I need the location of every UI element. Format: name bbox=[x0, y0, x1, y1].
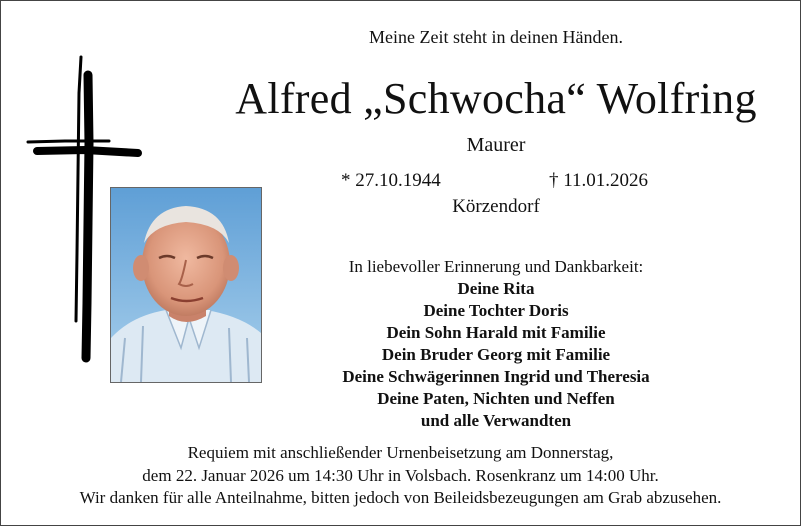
death-date: † 11.01.2026 bbox=[549, 170, 649, 191]
family-member: Dein Bruder Georg mit Familie bbox=[381, 345, 611, 364]
deceased-name: Alfred „Schwocha“ Wolfring bbox=[235, 74, 757, 123]
motto: Meine Zeit steht in deinen Händen. bbox=[369, 27, 623, 47]
service-line: Wir danken für alle Anteilnahme, bitten jedoch von Beileidsbezeugungen am Grab abzusehen. bbox=[79, 488, 722, 507]
hometown: Körzendorf bbox=[452, 196, 540, 217]
family-member: Deine Paten, Nichten und Neffen bbox=[377, 389, 615, 408]
family-member: Deine Schwägerinnen Ingrid und Theresia bbox=[342, 367, 650, 386]
family-member: Dein Sohn Harald mit Familie bbox=[386, 323, 606, 342]
birth-date: * 27.10.1944 bbox=[341, 170, 441, 191]
family-intro: In liebevoller Erinnerung und Dankbarkeit: bbox=[348, 257, 644, 276]
family-member: Deine Rita bbox=[457, 279, 535, 298]
family-member: und alle Verwandten bbox=[420, 411, 572, 430]
family-list bbox=[271, 256, 721, 432]
service-line: dem 22. Januar 2026 um 14:30 Uhr in Volsbach. Rosenkranz um 14:00 Uhr. bbox=[142, 465, 659, 485]
occupation: Maurer bbox=[466, 134, 526, 156]
family-member: Deine Tochter Doris bbox=[423, 301, 569, 320]
service-line: Requiem mit anschließender Urnenbeisetzung am Donnerstag, bbox=[187, 443, 614, 462]
service-info bbox=[11, 442, 790, 510]
